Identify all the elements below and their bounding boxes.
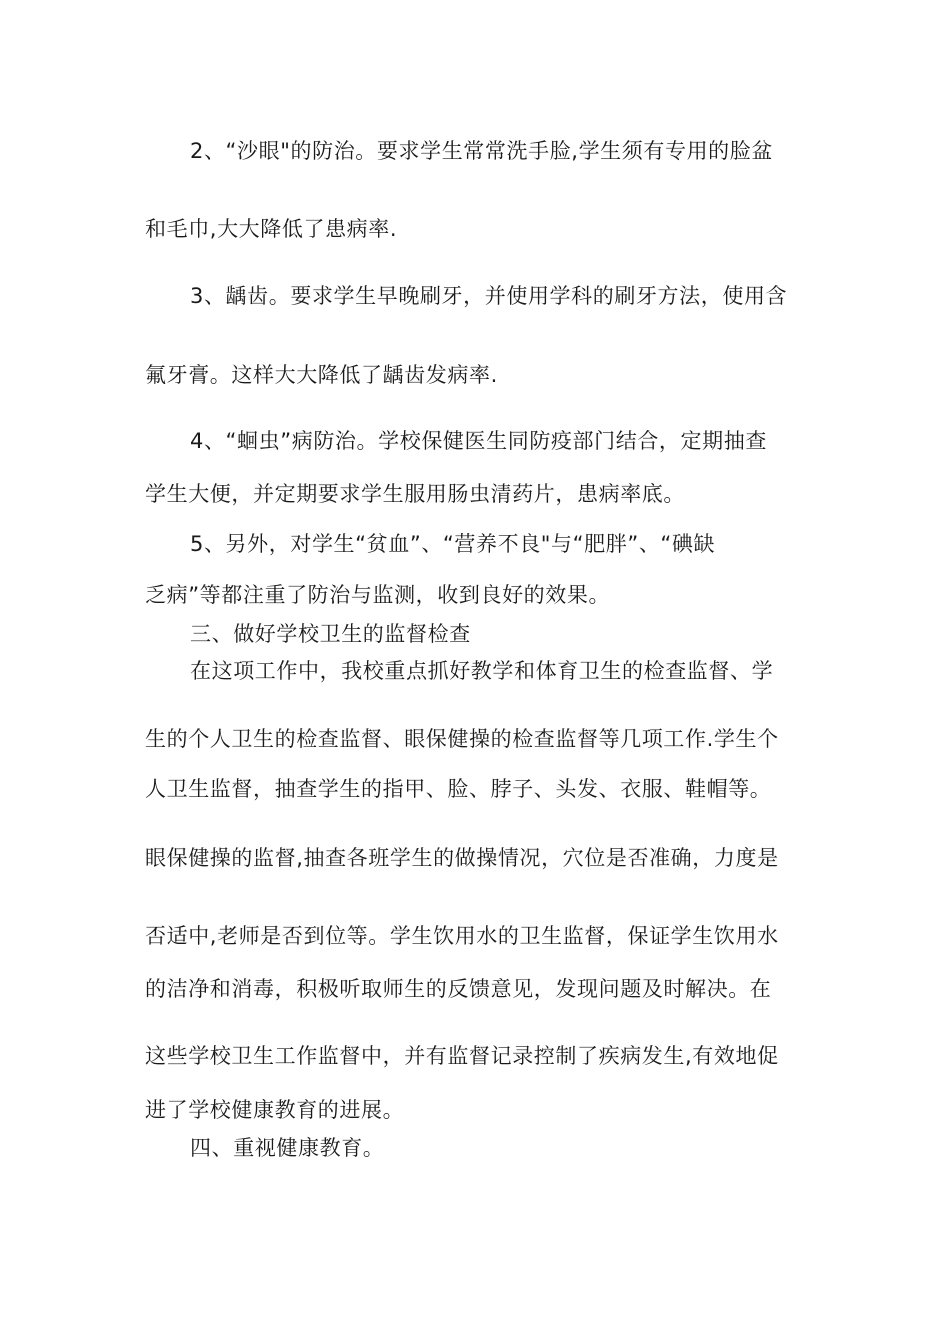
paragraph-line: 和毛巾,大大降低了患病率. xyxy=(145,217,398,241)
paragraph-line: 4、“蛔虫”病防治。学校保健医生同防疫部门结合，定期抽查 xyxy=(190,429,767,453)
paragraph-line: 3、龋齿。要求学生早晚刷牙，并使用学科的刷牙方法，使用含 xyxy=(190,284,788,308)
paragraph-line: 这些学校卫生工作监督中，并有监督记录控制了疾病发生,有效地促 xyxy=(145,1044,779,1068)
paragraph-line: 氟牙膏。这样大大降低了龋齿发病率. xyxy=(145,363,498,387)
paragraph-line: 的洁净和消毒，积极听取师生的反馈意见，发现问题及时解决。在 xyxy=(145,977,772,1001)
paragraph-line: 在这项工作中，我校重点抓好教学和体育卫生的检查监督、学 xyxy=(190,659,774,683)
paragraph-line: 乏病”等都注重了防治与监测，收到良好的效果。 xyxy=(145,583,611,607)
paragraph-line: 人卫生监督，抽查学生的指甲、脸、脖子、头发、衣服、鞋帽等。 xyxy=(145,777,772,801)
paragraph-line: 眼保健操的监督,抽查各班学生的做操情况，穴位是否准确，力度是 xyxy=(145,846,779,870)
section-heading: 三、做好学校卫生的监督检查 xyxy=(190,622,471,646)
section-heading: 四、重视健康教育。 xyxy=(190,1136,385,1160)
paragraph-line: 否适中,老师是否到位等。学生饮用水的卫生监督，保证学生饮用水 xyxy=(145,924,779,948)
paragraph-line: 2、“沙眼"的防治。要求学生常常洗手脸,学生须有专用的脸盆 xyxy=(190,139,773,163)
paragraph-line: 进了学校健康教育的进展。 xyxy=(145,1098,405,1122)
paragraph-line: 学生大便，并定期要求学生服用肠虫清药片，患病率底。 xyxy=(145,482,685,506)
paragraph-line: 生的个人卫生的检查监督、眼保健操的检查监督等几项工作.学生个 xyxy=(145,727,779,751)
paragraph-line: 5、另外，对学生“贫血”、“营养不良"与“肥胖”、“碘缺 xyxy=(190,532,716,556)
